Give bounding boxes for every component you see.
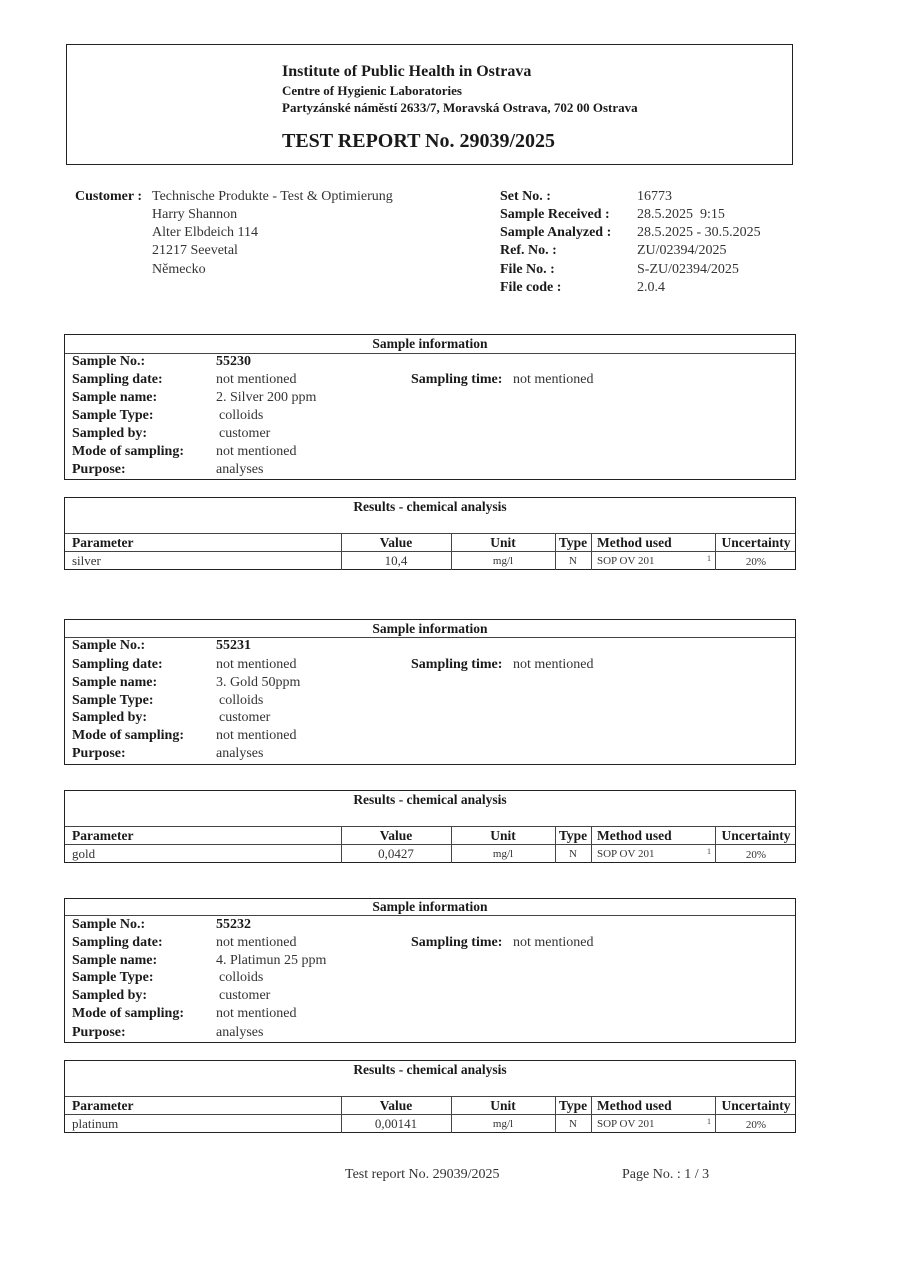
purpose-label: Purpose: (72, 746, 126, 761)
col-type: Type (558, 828, 588, 843)
col-uncertainty: Uncertainty (721, 535, 791, 550)
result-method-note: 1 (707, 1117, 711, 1126)
result-method-note: 1 (707, 847, 711, 856)
meta-value: 28.5.2025 - 30.5.2025 (637, 225, 761, 240)
institute-address: Partyzánské náměstí 2633/7, Moravská Ostrava, 702 00 Ostrava (282, 100, 638, 115)
mode-of-sampling-label: Mode of sampling: (72, 444, 184, 459)
result-uncertainty: 20% (745, 556, 767, 568)
result-type: N (569, 848, 577, 860)
sample-information-box (64, 334, 796, 480)
result-type: N (569, 555, 577, 567)
col-type: Type (558, 535, 588, 550)
sampled-by-label: Sampled by: (72, 988, 148, 1003)
result-value: 0,00141 (374, 1116, 418, 1131)
purpose-value: analyses (216, 462, 264, 477)
col-parameter: Parameter (72, 828, 134, 843)
sampling-time-label: Sampling time: (411, 935, 503, 950)
col-parameter: Parameter (72, 535, 134, 550)
sample-information-box (64, 898, 796, 1043)
col-value: Value (379, 535, 413, 550)
sampled-by-value: customer (219, 710, 271, 725)
customer-line: Harry Shannon (152, 207, 238, 222)
sample-type-value: colloids (219, 970, 264, 985)
col-unit: Unit (490, 535, 516, 550)
customer-line: Technische Produkte - Test & Optimierung (152, 189, 393, 204)
sampling-time-value: not mentioned (513, 935, 594, 950)
meta-value: 28.5.2025 9:15 (637, 207, 725, 222)
purpose-label: Purpose: (72, 462, 126, 477)
result-value: 0,0427 (378, 846, 414, 861)
footer-report-number: Test report No. 29039/2025 (345, 1167, 500, 1182)
sampled-by-value: customer (219, 426, 271, 441)
sampling-date-value: not mentioned (216, 935, 297, 950)
institute-name: Institute of Public Health in Ostrava (282, 63, 532, 80)
col-method: Method used (597, 535, 672, 550)
sampled-by-label: Sampled by: (72, 710, 148, 725)
sampling-time-value: not mentioned (513, 372, 594, 387)
col-unit: Unit (490, 1098, 516, 1113)
result-method: SOP OV 201 (597, 555, 655, 567)
result-unit: mg/l (492, 555, 514, 567)
sampling-date-value: not mentioned (216, 372, 297, 387)
centre-name: Centre of Hygienic Laboratories (282, 83, 462, 98)
col-value: Value (379, 828, 413, 843)
result-unit: mg/l (492, 848, 514, 860)
sample-type-value: colloids (219, 693, 264, 708)
sample-no-label: Sample No.: (72, 638, 146, 653)
sample-type-value: colloids (219, 408, 264, 423)
col-value: Value (379, 1098, 413, 1113)
purpose-value: analyses (216, 1025, 264, 1040)
mode-of-sampling-value: not mentioned (216, 444, 297, 459)
meta-value: ZU/02394/2025 (637, 243, 727, 258)
result-parameter: platinum (72, 1116, 119, 1131)
sample-no-label: Sample No.: (72, 354, 146, 369)
results-box (64, 790, 796, 863)
meta-value: 2.0.4 (637, 280, 665, 295)
sampling-date-label: Sampling date: (72, 372, 163, 387)
sampling-date-label: Sampling date: (72, 657, 163, 672)
sampling-date-label: Sampling date: (72, 935, 163, 950)
col-method: Method used (597, 828, 672, 843)
mode-of-sampling-label: Mode of sampling: (72, 728, 184, 743)
sampled-by-value: customer (219, 988, 271, 1003)
sample-no-value: 55232 (216, 917, 251, 932)
meta-label: Ref. No. : (500, 243, 557, 258)
sample-name-value: 2. Silver 200 ppm (216, 390, 317, 405)
sample-name-label: Sample name: (72, 390, 158, 405)
report-header (66, 44, 793, 165)
mode-of-sampling-label: Mode of sampling: (72, 1006, 184, 1021)
col-parameter: Parameter (72, 1098, 134, 1113)
sample-no-value: 55230 (216, 354, 251, 369)
result-uncertainty: 20% (745, 1119, 767, 1131)
sampling-time-value: not mentioned (513, 657, 594, 672)
sample-type-label: Sample Type: (72, 693, 154, 708)
customer-line: Německo (152, 262, 206, 277)
sample-no-label: Sample No.: (72, 917, 146, 932)
result-parameter: silver (72, 553, 101, 568)
col-method: Method used (597, 1098, 672, 1113)
sampling-time-label: Sampling time: (411, 372, 503, 387)
sample-type-label: Sample Type: (72, 970, 154, 985)
meta-label: File code : (500, 280, 562, 295)
sample-information-title: Sample information (372, 336, 488, 351)
sampled-by-label: Sampled by: (72, 426, 148, 441)
result-type: N (569, 1118, 577, 1130)
meta-label: Sample Received : (500, 207, 610, 222)
sample-name-label: Sample name: (72, 675, 158, 690)
result-method: SOP OV 201 (597, 848, 655, 860)
meta-label: Set No. : (500, 189, 551, 204)
result-value: 10,4 (384, 553, 408, 568)
customer-line: 21217 Seevetal (152, 243, 238, 258)
sample-no-value: 55231 (216, 638, 251, 653)
customer-label: Customer : (75, 189, 143, 204)
report-title: TEST REPORT No. 29039/2025 (282, 130, 556, 152)
purpose-value: analyses (216, 746, 264, 761)
results-title: Results - chemical analysis (353, 499, 507, 514)
results-box (64, 1060, 796, 1133)
mode-of-sampling-value: not mentioned (216, 1006, 297, 1021)
results-title: Results - chemical analysis (353, 792, 507, 807)
customer-line: Alter Elbdeich 114 (152, 225, 259, 240)
sample-name-label: Sample name: (72, 953, 158, 968)
sample-type-label: Sample Type: (72, 408, 154, 423)
sample-information-box (64, 619, 796, 765)
results-title: Results - chemical analysis (353, 1062, 507, 1077)
footer-page-number: Page No. : 1 / 3 (622, 1167, 710, 1182)
col-uncertainty: Uncertainty (721, 828, 791, 843)
col-uncertainty: Uncertainty (721, 1098, 791, 1113)
meta-label: Sample Analyzed : (500, 225, 612, 240)
meta-value: 16773 (637, 189, 672, 204)
meta-label: File No. : (500, 262, 555, 277)
result-method-note: 1 (707, 554, 711, 563)
result-unit: mg/l (492, 1118, 514, 1130)
mode-of-sampling-value: not mentioned (216, 728, 297, 743)
col-type: Type (558, 1098, 588, 1113)
meta-value: S-ZU/02394/2025 (637, 262, 739, 277)
purpose-label: Purpose: (72, 1025, 126, 1040)
sample-name-value: 3. Gold 50ppm (216, 675, 301, 690)
sampling-time-label: Sampling time: (411, 657, 503, 672)
results-box (64, 497, 796, 570)
result-uncertainty: 20% (745, 849, 767, 861)
col-unit: Unit (490, 828, 516, 843)
sample-name-value: 4. Platimun 25 ppm (216, 953, 327, 968)
sampling-date-value: not mentioned (216, 657, 297, 672)
result-parameter: gold (72, 846, 96, 861)
sample-information-title: Sample information (372, 899, 488, 914)
result-method: SOP OV 201 (597, 1118, 655, 1130)
sample-information-title: Sample information (372, 621, 488, 636)
